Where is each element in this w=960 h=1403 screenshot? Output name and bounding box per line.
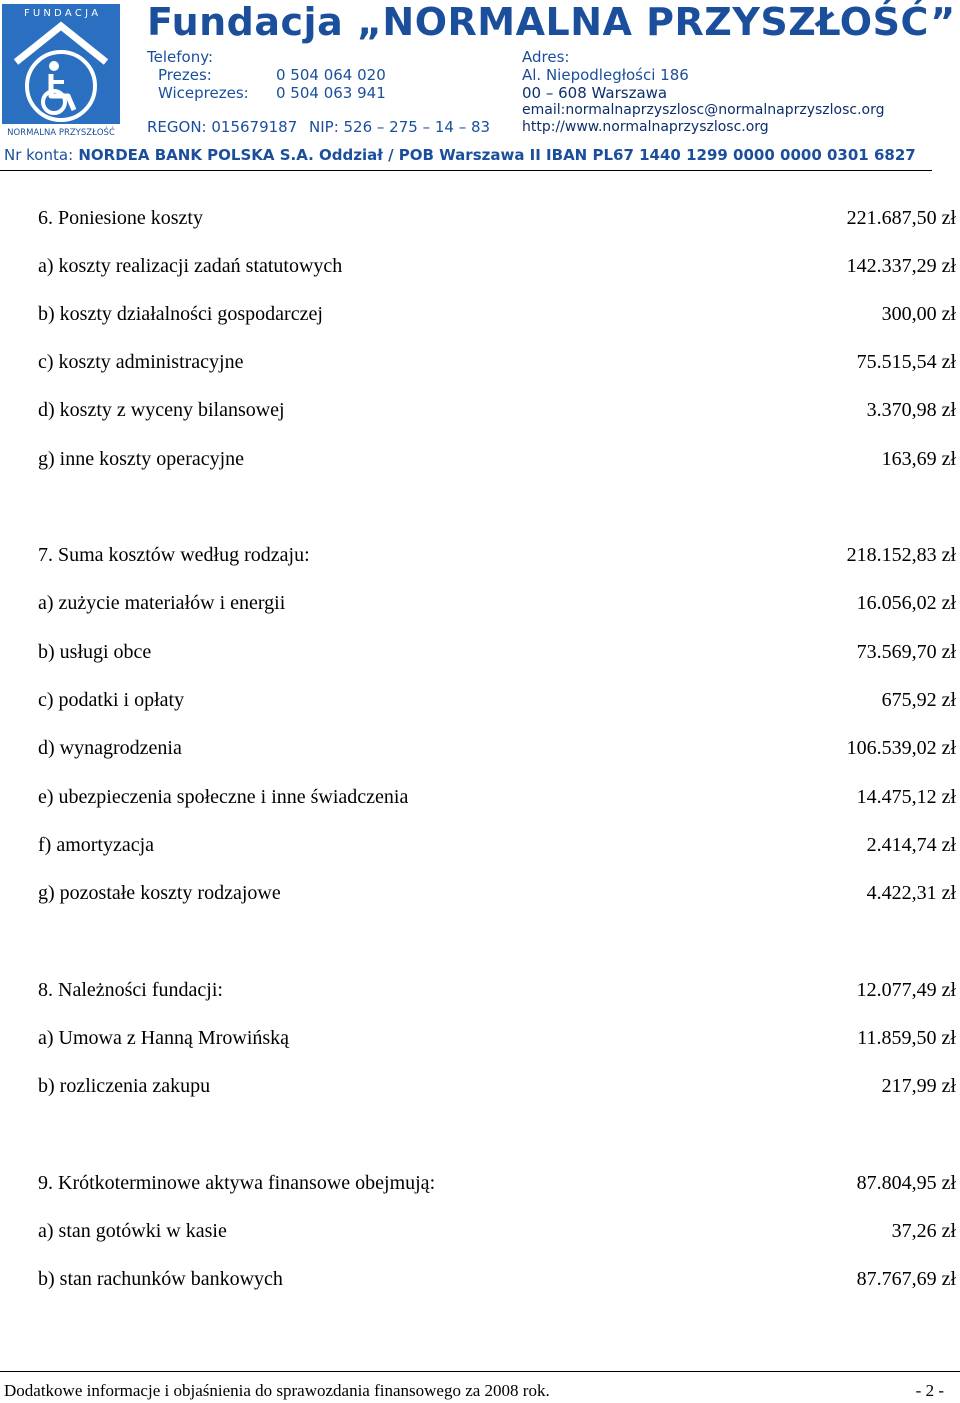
row-cash-in-hand bbox=[38, 1219, 956, 1243]
row-costs-by-type-total bbox=[38, 543, 956, 567]
row-label: c) podatki i opłaty bbox=[38, 689, 185, 711]
row-label: g) pozostałe koszty rodzajowe bbox=[38, 882, 281, 904]
vice-president-label: Wiceprezes: bbox=[158, 84, 249, 102]
account-label: Nr konta: bbox=[4, 146, 74, 164]
row-value: 142.337,29 zł bbox=[846, 255, 956, 277]
row-receivables-total bbox=[38, 978, 956, 1002]
row-value: 3.370,98 zł bbox=[866, 399, 956, 421]
foundation-logo bbox=[2, 4, 120, 138]
row-value: 163,69 zł bbox=[881, 448, 956, 470]
row-value: 16.056,02 zł bbox=[856, 592, 956, 614]
row-value: 11.859,50 zł bbox=[857, 1027, 956, 1049]
row-value: 14.475,12 zł bbox=[856, 786, 956, 808]
row-business-costs bbox=[38, 302, 956, 326]
row-label: d) koszty z wyceny bilansowej bbox=[38, 399, 285, 421]
row-label: b) stan rachunków bankowych bbox=[38, 1268, 283, 1290]
row-label: 7. Suma kosztów według rodzaju: bbox=[38, 544, 310, 566]
row-label: 9. Krótkoterminowe aktywa finansowe obejmują: bbox=[38, 1172, 436, 1194]
row-label: g) inne koszty operacyjne bbox=[38, 448, 245, 470]
row-value: 4.422,31 zł bbox=[866, 882, 956, 904]
vice-president-phone: 0 504 063 941 bbox=[276, 84, 386, 102]
header-divider bbox=[0, 170, 932, 171]
footer-text: Dodatkowe informacje i objaśnienia do sprawozdania finansowego za 2008 rok. bbox=[4, 1381, 550, 1400]
president-phone: 0 504 064 020 bbox=[276, 66, 386, 84]
row-value: 87.767,69 zł bbox=[856, 1268, 956, 1290]
email-address: email:normalnaprzyszlosc@normalnaprzyszlosc.org bbox=[522, 102, 885, 118]
row-costs-total bbox=[38, 206, 956, 230]
row-contract-receivable bbox=[38, 1026, 956, 1050]
account-value: NORDEA BANK POLSKA S.A. Oddział / POB Warszawa II IBAN PL67 1440 1299 0000 0000 0301 6827 bbox=[78, 146, 916, 164]
row-other-operating-costs bbox=[38, 447, 956, 471]
address-city: 00 – 608 Warszawa bbox=[522, 84, 668, 102]
page-number: - 2 - bbox=[915, 1381, 944, 1400]
row-label: b) usługi obce bbox=[38, 641, 152, 663]
row-taxes-fees bbox=[38, 688, 956, 712]
row-salaries bbox=[38, 736, 956, 760]
footer-divider bbox=[0, 1371, 960, 1372]
row-value: 75.515,54 zł bbox=[856, 351, 956, 373]
row-value: 87.804,95 zł bbox=[856, 1172, 956, 1194]
website-link[interactable]: http://www.normalnaprzyszlosc.org bbox=[522, 119, 769, 135]
nip-number: NIP: 526 – 275 – 14 – 83 bbox=[309, 118, 491, 136]
row-value: 12.077,49 zł bbox=[856, 979, 956, 1001]
row-external-services bbox=[38, 640, 956, 664]
row-value: 300,00 zł bbox=[881, 303, 956, 325]
row-value: 106.539,02 zł bbox=[846, 737, 956, 759]
row-label: a) stan gotówki w kasie bbox=[38, 1220, 227, 1242]
row-value: 221.687,50 zł bbox=[846, 207, 956, 229]
row-admin-costs bbox=[38, 350, 956, 374]
row-value: 2.414,74 zł bbox=[866, 834, 956, 856]
row-label: 6. Poniesione koszty bbox=[38, 207, 203, 229]
row-value: 218.152,83 zł bbox=[846, 544, 956, 566]
row-label: b) rozliczenia zakupu bbox=[38, 1075, 211, 1097]
row-label: e) ubezpieczenia społeczne i inne świadczenia bbox=[38, 786, 409, 808]
address-street: Al. Niepodległości 186 bbox=[522, 66, 689, 84]
row-value: 217,99 zł bbox=[881, 1075, 956, 1097]
row-label: 8. Należności fundacji: bbox=[38, 979, 223, 1001]
row-other-costs-by-type bbox=[38, 881, 956, 905]
row-bank-accounts bbox=[38, 1267, 956, 1291]
row-short-term-assets-total bbox=[38, 1171, 956, 1195]
row-statutory-costs bbox=[38, 254, 956, 278]
row-depreciation bbox=[38, 833, 956, 857]
row-label: a) zużycie materiałów i energii bbox=[38, 592, 286, 614]
logo-top-text: F U N D A C J A bbox=[23, 8, 99, 19]
row-label: a) Umowa z Hanną Mrowińską bbox=[38, 1027, 290, 1049]
row-value: 73.569,70 zł bbox=[856, 641, 956, 663]
row-value: 675,92 zł bbox=[881, 689, 956, 711]
row-materials-energy bbox=[38, 591, 956, 615]
row-valuation-costs bbox=[38, 398, 956, 422]
row-purchase-settlements bbox=[38, 1074, 956, 1098]
phones-label: Telefony: bbox=[147, 48, 214, 66]
regon-number: REGON: 015679187 bbox=[147, 118, 298, 136]
row-label: b) koszty działalności gospodarczej bbox=[38, 303, 323, 325]
address-label: Adres: bbox=[522, 48, 570, 66]
row-label: a) koszty realizacji zadań statutowych bbox=[38, 255, 343, 277]
row-label: c) koszty administracyjne bbox=[38, 351, 244, 373]
president-label: Prezes: bbox=[158, 66, 212, 84]
bank-account-line bbox=[4, 146, 916, 164]
row-social-insurance bbox=[38, 785, 956, 809]
foundation-title: Fundacja „NORMALNA PRZYSZŁOŚĆ” bbox=[147, 0, 956, 44]
row-value: 37,26 zł bbox=[891, 1220, 956, 1242]
logo-bottom-text: NORMALNA PRZYSZŁOŚĆ bbox=[7, 128, 115, 138]
row-label: f) amortyzacja bbox=[38, 834, 155, 856]
row-label: d) wynagrodzenia bbox=[38, 737, 182, 759]
